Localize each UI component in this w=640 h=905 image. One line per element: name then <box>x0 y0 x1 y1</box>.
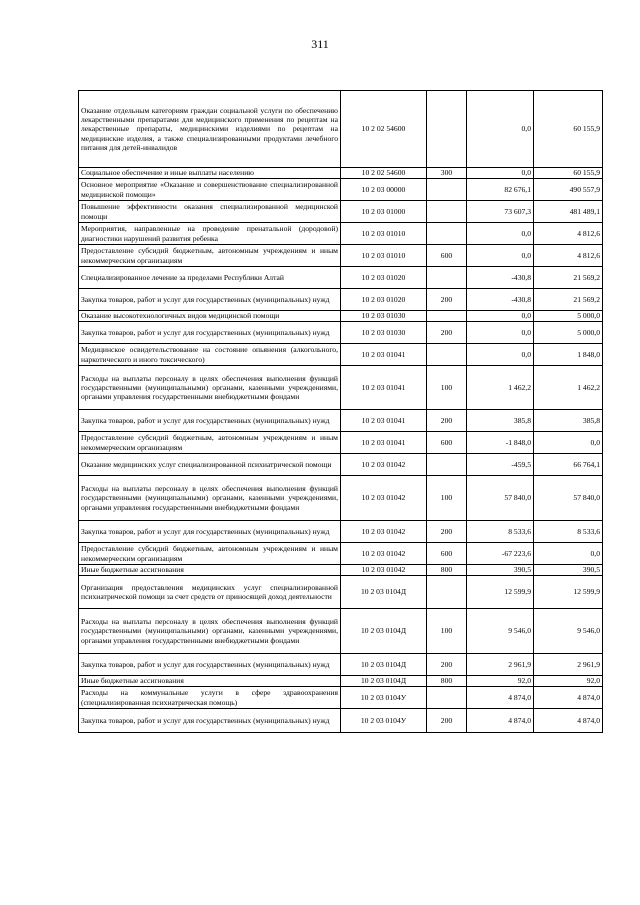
table-row <box>79 289 603 311</box>
row-name-cell: Оказание медицинских услуг специализированной психиатрической помощи <box>79 454 341 476</box>
table-row <box>79 223 603 245</box>
row-type-cell <box>427 576 467 609</box>
table-row <box>79 521 603 543</box>
row-name-cell: Предоставление субсидий бюджетным, автономным учреждениям и иным некоммерческим организациям <box>79 245 341 267</box>
row-name-cell: Организация предоставления медицинских услуг специализированной психиатрической помощи за счет средств от приносящей доход деятельности <box>79 576 341 609</box>
row-code-cell: 10 2 03 01020 <box>341 267 427 289</box>
row-code-cell: 10 2 03 0104Д <box>341 654 427 676</box>
row-amount-1-cell: 1 462,2 <box>467 366 534 410</box>
row-amount-1-cell: 0,0 <box>467 311 534 322</box>
row-code-cell: 10 2 03 01030 <box>341 311 427 322</box>
row-code-cell: 10 2 03 01042 <box>341 543 427 565</box>
row-amount-1-cell: 0,0 <box>467 168 534 179</box>
row-code-cell: 10 2 03 0104У <box>341 687 427 709</box>
row-type-cell: 200 <box>427 410 467 432</box>
row-type-cell: 200 <box>427 654 467 676</box>
row-amount-1-cell: 57 840,0 <box>467 476 534 521</box>
row-type-cell: 600 <box>427 543 467 565</box>
row-amount-1-cell: -430,8 <box>467 267 534 289</box>
row-type-cell: 800 <box>427 565 467 576</box>
row-type-cell: 200 <box>427 709 467 733</box>
row-code-cell: 10 2 03 01042 <box>341 476 427 521</box>
row-amount-2-cell: 4 874,0 <box>534 687 603 709</box>
row-amount-1-cell: -430,8 <box>467 289 534 311</box>
row-amount-1-cell: 82 676,1 <box>467 179 534 201</box>
table-row <box>79 476 603 521</box>
row-code-cell: 10 2 03 01041 <box>341 410 427 432</box>
row-name-cell: Повышение эффективности оказания специализированной медицинской помощи <box>79 201 341 223</box>
row-name-cell: Расходы на выплаты персоналу в целях обеспечения выполнения функций государственными (муниципальными) органами, казенными учреждениями, органами управления государственными внебюджетными фондами <box>79 609 341 654</box>
table-row <box>79 709 603 733</box>
row-amount-2-cell: 490 557,9 <box>534 179 603 201</box>
table-row <box>79 609 603 654</box>
row-amount-2-cell: 390,5 <box>534 565 603 576</box>
row-amount-2-cell: 4 874,0 <box>534 709 603 733</box>
row-name-cell: Специализированное лечение за пределами Республики Алтай <box>79 267 341 289</box>
row-amount-1-cell: 385,8 <box>467 410 534 432</box>
table-row <box>79 676 603 687</box>
row-amount-1-cell: 4 874,0 <box>467 709 534 733</box>
row-name-cell: Закупка товаров, работ и услуг для государственных (муниципальных) нужд <box>79 709 341 733</box>
row-name-cell: Социальное обеспечение и иные выплаты населению <box>79 168 341 179</box>
row-name-cell: Закупка товаров, работ и услуг для государственных (муниципальных) нужд <box>79 410 341 432</box>
row-type-cell: 600 <box>427 432 467 454</box>
row-code-cell: 10 2 02 54600 <box>341 168 427 179</box>
row-amount-1-cell: -67 223,6 <box>467 543 534 565</box>
row-amount-1-cell: -1 848,0 <box>467 432 534 454</box>
table-row <box>79 322 603 344</box>
row-amount-1-cell: 2 961,9 <box>467 654 534 676</box>
row-name-cell: Оказание высокотехнологичных видов медицинской помощи <box>79 311 341 322</box>
row-name-cell: Основное мероприятие «Оказание и совершенствование специализированной медицинской помощи» <box>79 179 341 201</box>
row-amount-2-cell: 4 812,6 <box>534 223 603 245</box>
row-amount-1-cell: 92,0 <box>467 676 534 687</box>
row-type-cell <box>427 311 467 322</box>
row-code-cell: 10 2 03 01010 <box>341 223 427 245</box>
row-code-cell: 10 2 03 01030 <box>341 322 427 344</box>
row-type-cell: 200 <box>427 289 467 311</box>
row-amount-2-cell: 5 000,0 <box>534 311 603 322</box>
budget-table-body <box>79 91 603 733</box>
row-type-cell <box>427 267 467 289</box>
row-amount-2-cell: 0,0 <box>534 432 603 454</box>
row-name-cell: Расходы на выплаты персоналу в целях обеспечения выполнения функций государственными (муниципальными) органами, казенными учреждениями, органами управления государственными внебюджетными фондами <box>79 476 341 521</box>
row-name-cell: Закупка товаров, работ и услуг для государственных (муниципальных) нужд <box>79 322 341 344</box>
row-amount-2-cell: 66 764,1 <box>534 454 603 476</box>
row-code-cell: 10 2 03 01041 <box>341 366 427 410</box>
table-row <box>79 543 603 565</box>
row-amount-1-cell: 73 607,3 <box>467 201 534 223</box>
row-amount-1-cell: 12 599,9 <box>467 576 534 609</box>
table-row <box>79 344 603 366</box>
row-type-cell: 200 <box>427 521 467 543</box>
row-code-cell: 10 2 03 01042 <box>341 454 427 476</box>
row-amount-2-cell: 1 848,0 <box>534 344 603 366</box>
row-amount-2-cell: 12 599,9 <box>534 576 603 609</box>
row-code-cell: 10 2 03 01042 <box>341 565 427 576</box>
row-amount-1-cell: 0,0 <box>467 322 534 344</box>
row-amount-2-cell: 60 155,9 <box>534 168 603 179</box>
row-code-cell: 10 2 03 01042 <box>341 521 427 543</box>
table-row <box>79 366 603 410</box>
row-amount-2-cell: 60 155,9 <box>534 91 603 168</box>
budget-table <box>78 90 603 733</box>
row-code-cell: 10 2 02 54600 <box>341 91 427 168</box>
row-amount-1-cell: 390,5 <box>467 565 534 576</box>
row-amount-1-cell: 8 533,6 <box>467 521 534 543</box>
row-name-cell: Расходы на выплаты персоналу в целях обеспечения выполнения функций государственными (муниципальными) органами, казенными учреждениями, органами управления государственными внебюджетными фондами <box>79 366 341 410</box>
table-row <box>79 168 603 179</box>
row-amount-2-cell: 385,8 <box>534 410 603 432</box>
row-name-cell: Мероприятия, направленные на проведение пренатальной (дородовой) диагностики нарушений развития ребенка <box>79 223 341 245</box>
table-row <box>79 454 603 476</box>
table-row <box>79 432 603 454</box>
page-number: 311 <box>311 37 329 51</box>
row-amount-1-cell: 0,0 <box>467 223 534 245</box>
row-code-cell: 10 2 03 0104Д <box>341 676 427 687</box>
table-row <box>79 687 603 709</box>
table-row <box>79 91 603 168</box>
row-amount-2-cell: 5 000,0 <box>534 322 603 344</box>
row-amount-2-cell: 92,0 <box>534 676 603 687</box>
row-code-cell: 10 2 03 01020 <box>341 289 427 311</box>
row-code-cell: 10 2 03 0104Д <box>341 576 427 609</box>
row-amount-1-cell: 0,0 <box>467 91 534 168</box>
row-type-cell: 100 <box>427 366 467 410</box>
row-code-cell: 10 2 03 01041 <box>341 432 427 454</box>
row-name-cell: Закупка товаров, работ и услуг для государственных (муниципальных) нужд <box>79 289 341 311</box>
table-row <box>79 201 603 223</box>
row-amount-2-cell: 21 569,2 <box>534 267 603 289</box>
row-amount-2-cell: 481 489,1 <box>534 201 603 223</box>
row-amount-2-cell: 0,0 <box>534 543 603 565</box>
row-amount-1-cell: 4 874,0 <box>467 687 534 709</box>
row-type-cell <box>427 91 467 168</box>
row-type-cell: 200 <box>427 322 467 344</box>
row-name-cell: Иные бюджетные ассигнования <box>79 565 341 576</box>
table-row <box>79 267 603 289</box>
row-type-cell <box>427 201 467 223</box>
row-name-cell: Предоставление субсидий бюджетным, автономным учреждениям и иным некоммерческим организациям <box>79 432 341 454</box>
row-type-cell: 100 <box>427 476 467 521</box>
table-row <box>79 654 603 676</box>
table-row <box>79 245 603 267</box>
row-name-cell: Иные бюджетные ассигнования <box>79 676 341 687</box>
row-amount-1-cell: 9 546,0 <box>467 609 534 654</box>
row-code-cell: 10 2 03 01010 <box>341 245 427 267</box>
row-type-cell: 800 <box>427 676 467 687</box>
row-type-cell <box>427 344 467 366</box>
row-amount-1-cell: 0,0 <box>467 245 534 267</box>
row-amount-2-cell: 4 812,6 <box>534 245 603 267</box>
row-amount-2-cell: 2 961,9 <box>534 654 603 676</box>
row-code-cell: 10 2 03 0104Д <box>341 609 427 654</box>
row-type-cell: 300 <box>427 168 467 179</box>
table-row <box>79 410 603 432</box>
row-name-cell: Медицинское освидетельствование на состояние опьянения (алкогольного, наркотического и иного токсического) <box>79 344 341 366</box>
table-row <box>79 179 603 201</box>
table-row <box>79 311 603 322</box>
row-type-cell <box>427 454 467 476</box>
row-amount-1-cell: -459,5 <box>467 454 534 476</box>
row-amount-2-cell: 21 569,2 <box>534 289 603 311</box>
row-amount-2-cell: 9 546,0 <box>534 609 603 654</box>
row-name-cell: Закупка товаров, работ и услуг для государственных (муниципальных) нужд <box>79 654 341 676</box>
table-row <box>79 576 603 609</box>
row-type-cell <box>427 179 467 201</box>
row-amount-1-cell: 0,0 <box>467 344 534 366</box>
row-name-cell: Предоставление субсидий бюджетным, автономным учреждениям и иным некоммерческим организациям <box>79 543 341 565</box>
row-amount-2-cell: 1 462,2 <box>534 366 603 410</box>
row-code-cell: 10 2 03 01000 <box>341 201 427 223</box>
row-name-cell: Расходы на коммунальные услуги в сфере здравоохранения (специализированная психиатрическая помощь) <box>79 687 341 709</box>
row-name-cell: Оказание отдельным категориям граждан социальной услуги по обеспечению лекарственными препаратами для медицинского применения по рецептам на лекарственные препараты, медицинскими изделиями по рецептам на медицинские изделия, а также специализированными продуктами лечебного питания для детей-инвалидов <box>79 91 341 168</box>
row-code-cell: 10 2 03 01041 <box>341 344 427 366</box>
row-type-cell <box>427 223 467 245</box>
row-name-cell: Закупка товаров, работ и услуг для государственных (муниципальных) нужд <box>79 521 341 543</box>
row-type-cell <box>427 687 467 709</box>
row-code-cell: 10 2 03 00000 <box>341 179 427 201</box>
row-code-cell: 10 2 03 0104У <box>341 709 427 733</box>
row-amount-2-cell: 57 840,0 <box>534 476 603 521</box>
row-amount-2-cell: 8 533,6 <box>534 521 603 543</box>
row-type-cell: 100 <box>427 609 467 654</box>
row-type-cell: 600 <box>427 245 467 267</box>
table-row <box>79 565 603 576</box>
